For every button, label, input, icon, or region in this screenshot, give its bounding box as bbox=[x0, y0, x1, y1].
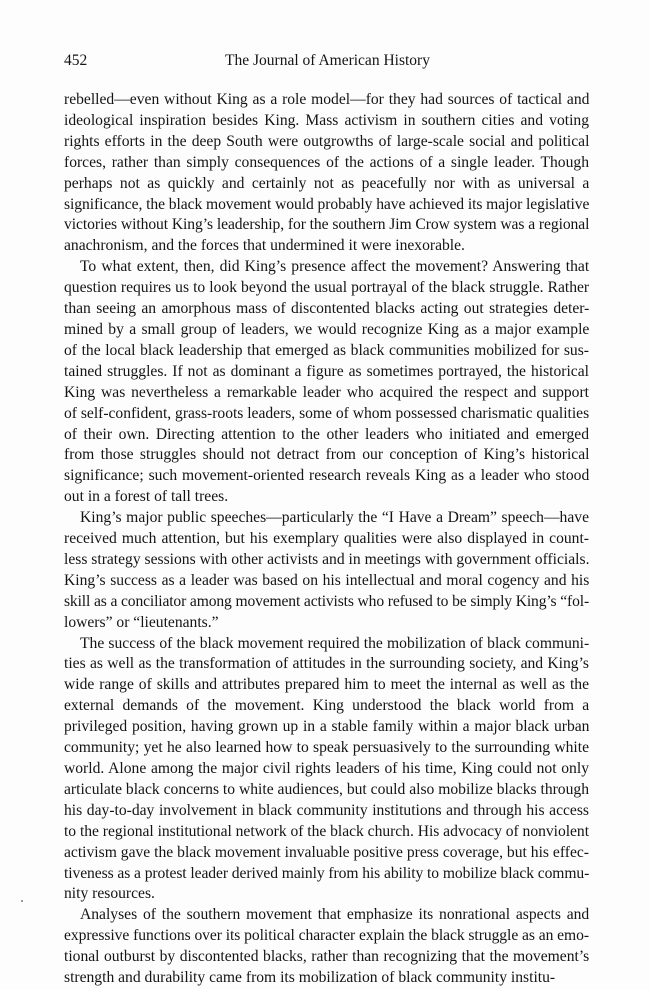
text-line: external demands of the movement. King understood the black world from a bbox=[64, 697, 590, 715]
text-line: wide range of skills and attributes prepared him to meet the internal as well as the bbox=[64, 676, 589, 694]
text-line: significance, the black movement would probably have achieved its major legislative bbox=[64, 195, 590, 213]
text-line: ideological inspiration besides King. Mass activism in southern cities and voting bbox=[64, 111, 589, 129]
text-line: anachronism, and the forces that undermined it were inexorable. bbox=[64, 237, 465, 255]
text-line: strength and durability came from its mobilization of black community institu- bbox=[64, 969, 556, 987]
text-line: skill as a conciliator among movement activists who refused to be simply King’s “fol- bbox=[64, 592, 589, 610]
text-line: question requires us to look beyond the usual portrayal of the black struggle. Rather bbox=[64, 279, 590, 297]
text-line: than seeing an amorphous mass of discontented blacks acting out strategies deter- bbox=[64, 300, 590, 318]
text-line: mined by a small group of leaders, we would recognize King as a major example bbox=[64, 320, 590, 338]
text-line: world. Alone among the major civil rights leaders of his time, King could not only bbox=[64, 760, 589, 777]
text-line: victories without King’s leadership, for the southern Jim Crow system was a regional bbox=[64, 216, 590, 234]
text-line: of their own. Directing attention to the other leaders who initiated and emerged bbox=[64, 425, 589, 443]
text-line: nity resources. bbox=[64, 885, 155, 903]
text-line: Analyses of the southern movement that emphasize its nonrational aspects and bbox=[80, 906, 590, 924]
journal-title: The Journal of American History bbox=[225, 52, 430, 69]
page-number: 452 bbox=[64, 52, 88, 69]
text-line: The success of the black movement required the mobilization of black communi- bbox=[80, 634, 590, 652]
text-line: lowers” or “lieutenants.” bbox=[64, 613, 219, 631]
text-line: ties as well as the transformation of attitudes in the surrounding society, and King’s bbox=[64, 655, 589, 673]
text-line: expressive functions over its political character explain the black struggle as an emo- bbox=[64, 927, 589, 945]
text-line: less strategy sessions with other activists and in meetings with government officials. bbox=[64, 550, 590, 568]
text-line: tiveness as a protest leader derived mainly from his ability to mobilize black commu- bbox=[64, 864, 590, 882]
text-line: rights efforts in the deep South were outgrowths of large-scale social and political bbox=[64, 132, 590, 150]
text-line: articulate black concerns to white audiences, but could also mobilize blacks through bbox=[64, 780, 589, 798]
text-line: King was nevertheless a remarkable leader who acquired the respect and support bbox=[64, 383, 589, 401]
paragraph bbox=[64, 905, 589, 989]
text-line: out in a forest of tall trees. bbox=[64, 488, 229, 506]
text-line: privileged position, having grown up in a stable family within a major black urban bbox=[64, 718, 590, 736]
text-line: activism gave the black movement invaluable positive press coverage, but his effec- bbox=[64, 843, 589, 861]
text-line: to the regional institutional network of the black church. His advocacy of nonviolent bbox=[64, 822, 590, 840]
text-line: community; yet he also learned how to speak persuasively to the surrounding white bbox=[64, 739, 589, 757]
text-line: rebelled—even without King as a role model—for they had sources of tactical and bbox=[64, 91, 590, 108]
text-line: King’s major public speeches—particularly the “I Have a Dream” speech—have bbox=[80, 509, 589, 527]
text-line: tional outburst by discontented blacks, rather than recognizing that the movement’s bbox=[64, 948, 590, 966]
text-line: perhaps not as quickly and certainly not as peacefully nor with as universal a bbox=[64, 174, 590, 192]
paragraph bbox=[64, 90, 589, 257]
paragraph bbox=[64, 257, 589, 508]
text-line: King’s success as a leader was based on his intellectual and moral cogency and his bbox=[64, 571, 590, 589]
text-line: significance; such movement-oriented research reveals King as a leader who stood bbox=[64, 467, 590, 485]
text-line: of self-confident, grass-roots leaders, some of whom possessed charismatic qualities bbox=[64, 404, 590, 422]
text-line: of the local black leadership that emerged as black communities mobilized for sus- bbox=[64, 341, 589, 359]
text-line: his day-to-day involvement in black community institutions and through his access bbox=[64, 801, 589, 819]
paragraph bbox=[64, 508, 589, 633]
paragraph bbox=[64, 634, 589, 906]
scan-speck bbox=[21, 900, 23, 902]
text-line: from those struggles should not detract from our conception of King’s historical bbox=[64, 446, 590, 464]
text-line: forces, rather than simply consequences of the actions of a single leader. Though bbox=[64, 153, 589, 171]
running-head bbox=[64, 52, 589, 74]
text-line: To what extent, then, did King’s presence affect the movement? Answering that bbox=[80, 258, 590, 276]
text-line: received much attention, but his exemplary qualities were also displayed in count- bbox=[64, 530, 589, 548]
article-body bbox=[64, 90, 589, 989]
text-line: tained struggles. If not as dominant a figure as sometimes portrayed, the historical bbox=[64, 362, 589, 380]
